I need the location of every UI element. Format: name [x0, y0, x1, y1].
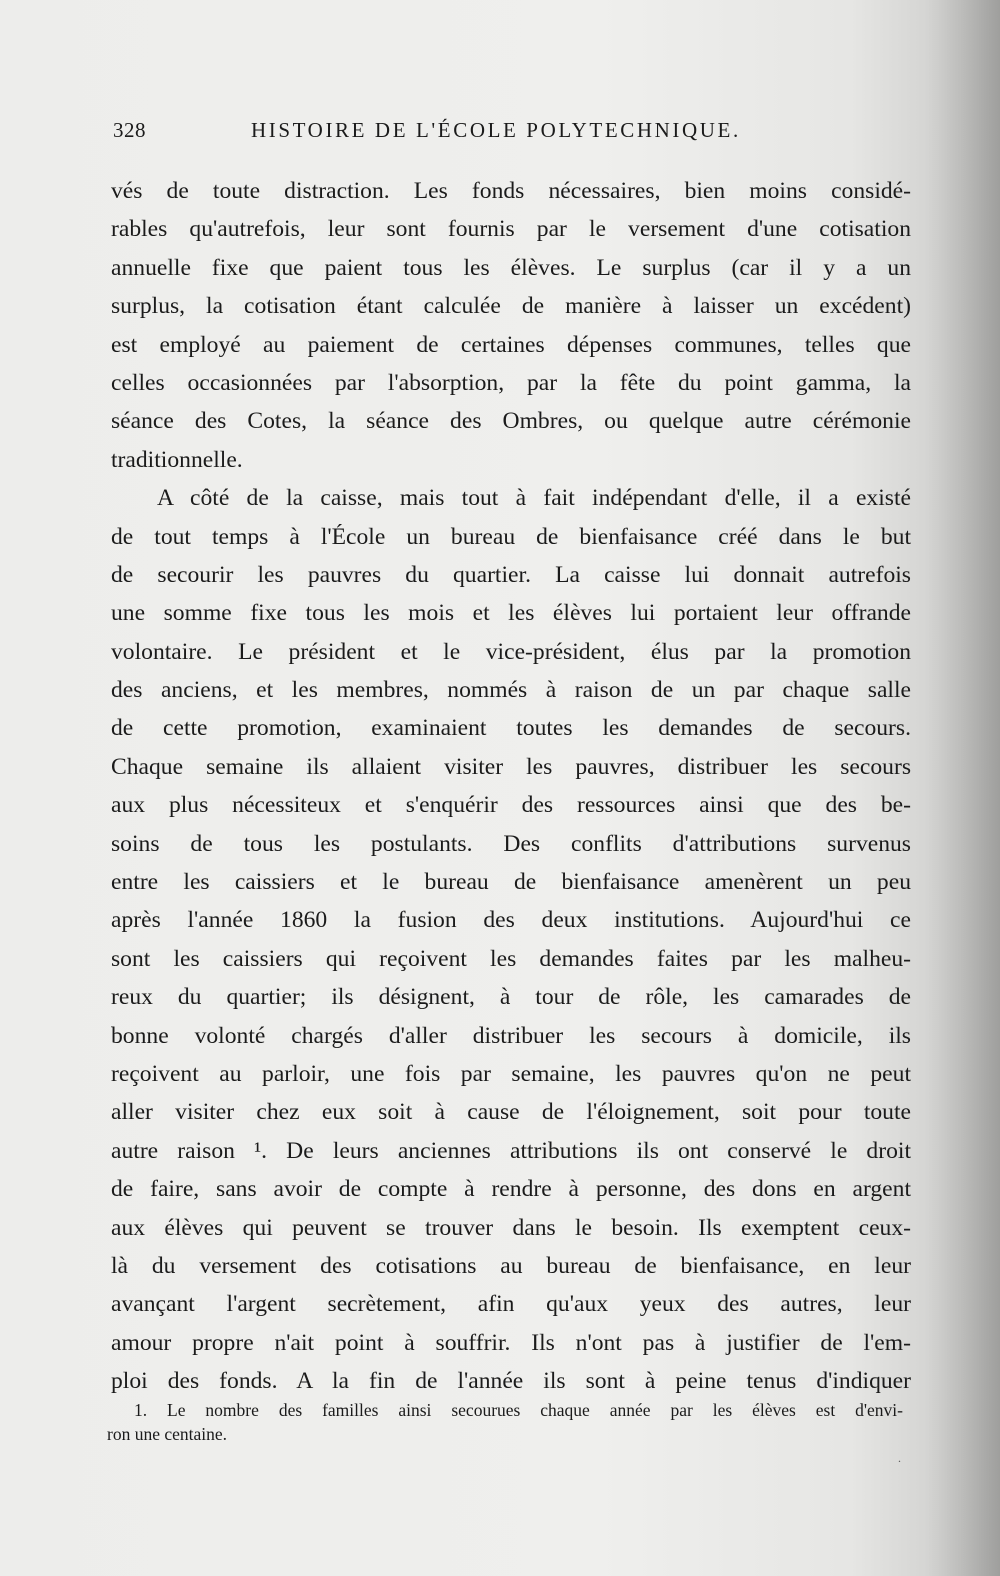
- running-head: [113, 118, 790, 148]
- text-line: après l'année 1860 la fusion des deux institutions. Aujourd'hui ce: [111, 907, 911, 934]
- text-line: reux du quartier; ils désignent, à tour de rôle, les camarades de: [111, 984, 911, 1011]
- text-line: volontaire. Le président et le vice-président, élus par la promotion: [111, 638, 911, 665]
- text-line: vés de toute distraction. Les fonds nécessaires, bien moins considé-: [111, 178, 911, 204]
- text-line: des anciens, et les membres, nommés à raison de un par chaque salle: [111, 677, 911, 704]
- ink-speck: .: [898, 1451, 901, 1465]
- text-line: surplus, la cotisation étant calculée de manière à laisser un excédent): [111, 293, 911, 320]
- paragraph-1: [111, 172, 911, 479]
- footnote-line: ron une centaine.: [107, 1424, 228, 1444]
- text-line: Chaque semaine ils allaient visiter les pauvres, distribuer les secours: [111, 753, 911, 780]
- text-line: aux élèves qui peuvent se trouver dans le besoin. Ils exemptent ceux-: [111, 1214, 911, 1241]
- text-line: aux plus nécessiteux et s'enquérir des ressources ainsi que des be-: [111, 792, 911, 819]
- text-line: rables qu'autrefois, leur sont fournis par le versement d'une cotisation: [111, 216, 911, 243]
- text-line: séance des Cotes, la séance des Ombres, ou quelque autre cérémonie: [111, 408, 911, 435]
- text-line: celles occasionnées par l'absorption, par la fête du point gamma, la: [111, 369, 911, 396]
- text-line: là du versement des cotisations au bureau de bienfaisance, en leur: [111, 1252, 911, 1279]
- text-line: autre raison ¹. De leurs anciennes attributions ils ont conservé le droit: [111, 1137, 911, 1164]
- text-line: de cette promotion, examinaient toutes les demandes de secours.: [111, 715, 911, 742]
- text-line: annuelle fixe que paient tous les élèves. Le surplus (car il y a un: [111, 254, 911, 281]
- text-line: reçoivent au parloir, une fois par semaine, les pauvres qu'on ne peut: [111, 1060, 911, 1087]
- text-line: soins de tous les postulants. Des conflits d'attributions survenus: [111, 830, 911, 857]
- text-line: avançant l'argent secrètement, afin qu'aux yeux des autres, leur: [111, 1291, 911, 1318]
- text-line: de secourir les pauvres du quartier. La caisse lui donnait autrefois: [111, 561, 911, 588]
- text-line: aller visiter chez eux soit à cause de l'éloignement, soit pour toute: [111, 1099, 911, 1126]
- text-line: est employé au paiement de certaines dépenses communes, telles que: [111, 331, 911, 358]
- text-line: amour propre n'ait point à souffrir. Ils n'ont pas à justifier de l'em-: [111, 1329, 911, 1356]
- footnote: [107, 1398, 903, 1446]
- footnote-line: 1. Le nombre des familles ainsi secourues chaque année par les élèves est d'envi-: [134, 1400, 903, 1420]
- body-text: [111, 172, 911, 1401]
- text-line: de tout temps à l'École un bureau de bienfaisance créé dans le but: [111, 523, 911, 550]
- page-edge-shadow: [925, 0, 1000, 1576]
- text-line: de faire, sans avoir de compte à rendre à personne, des dons en argent: [111, 1176, 911, 1203]
- text-line: traditionnelle.: [111, 446, 243, 473]
- text-line: bonne volonté chargés d'aller distribuer les secours à domicile, ils: [111, 1022, 911, 1049]
- text-line: une somme fixe tous les mois et les élèves lui portaient leur offrande: [111, 600, 911, 627]
- text-line: ploi des fonds. A la fin de l'année ils sont à peine tenus d'indiquer: [111, 1368, 911, 1395]
- text-line: sont les caissiers qui reçoivent les demandes faites par les malheu-: [111, 945, 911, 972]
- text-line: entre les caissiers et le bureau de bienfaisance amenèrent un peu: [111, 869, 911, 896]
- text-line: A côté de la caisse, mais tout à fait indépendant d'elle, il a existé: [157, 485, 911, 512]
- running-title: HISTOIRE DE L'ÉCOLE POLYTECHNIQUE.: [251, 118, 741, 142]
- page-number: 328: [113, 118, 146, 142]
- paragraph-2: [111, 479, 911, 1400]
